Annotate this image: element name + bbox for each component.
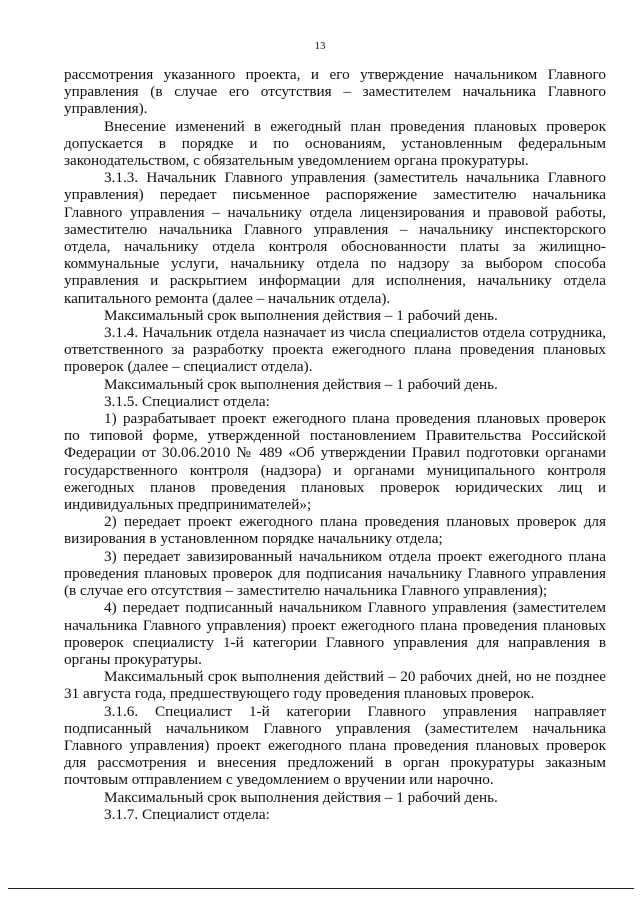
paragraph: Внесение изменений в ежегодный план проведения плановых проверок допускается в порядке и по основаниям, установленным федеральным законодательством, с обязательным уведомлением органа прокуратуры.	[64, 117, 606, 170]
page-number: 13	[314, 40, 326, 52]
paragraph: 3.1.6. Специалист 1-й категории Главного управления направляет подписанный начальником Главного управления (заместителем начальника Главного управления) проект ежегодного плана проведения плановых проверок для рассмотрения и внесения предложений в орган прокуратуры заказным почтовым отправлением с уведомлением о вручении или нарочно.	[64, 702, 606, 789]
paragraph: Максимальный срок выполнения действия – 1 рабочий день.	[104, 306, 498, 324]
paragraph: 3.1.3. Начальник Главного управления (заместитель начальника Главного управления) передает письменное распоряжение заместителю начальника Главного управления – начальнику отдела лицензирования и правовой работы, заместителю начальника Главного управления – начальнику инспекторского отдела, начальнику отдела контроля обоснованности платы за жилищно-коммунальные услуги, начальнику отдела по надзору за выбором способа управления и раскрытием информации для исполнения, начальнику отдела капитального ремонта (далее – начальник отдела).	[64, 169, 606, 307]
paragraph: Максимальный срок выполнения действия – 1 рабочий день.	[104, 375, 498, 393]
paragraph: 3.1.7. Специалист отдела:	[104, 805, 270, 823]
paragraph: 3) передает завизированный начальником отдела проект ежегодного плана проведения плановых проверок для подписания начальнику Главного управления (в случае его отсутствия – заместителю начальника Главного управления);	[64, 547, 606, 600]
paragraph: 2) передает проект ежегодного плана проведения плановых проверок для визирования в установленном порядке начальнику отдела;	[64, 513, 606, 548]
paragraph: Максимальный срок выполнения действия – 1 рабочий день.	[104, 788, 498, 806]
bottom-rule	[8, 888, 634, 889]
paragraph: 3.1.4. Начальник отдела назначает из числа специалистов отдела сотрудника, ответственного за разработку проекта ежегодного плана проведения плановых проверок (далее – специалист отдела).	[64, 324, 606, 376]
paragraph: Максимальный срок выполнения действий – 20 рабочих дней, но не позднее 31 августа года, предшествующего году проведения плановых проверок.	[64, 668, 606, 703]
paragraph: рассмотрения указанного проекта, и его утверждение начальником Главного управления (в случае его отсутствия – заместителем начальника Главного управления).	[64, 66, 606, 118]
paragraph: 3.1.5. Специалист отдела:	[104, 392, 270, 410]
document-body	[64, 66, 606, 823]
paragraph: 4) передает подписанный начальником Главного управления (заместителем начальника Главного управления) проект ежегодного плана проведения плановых проверок специалисту 1-й категории Главного управления для направления в органы прокуратуры.	[64, 599, 606, 668]
paragraph: 1) разрабатывает проект ежегодного плана проведения плановых проверок по типовой форме, утвержденной постановлением Правительства Российской Федерации от 30.06.2010 № 489 «Об утверждении Правил подготовки органами государственного контроля (надзора) и органами муниципального контроля ежегодных планов проведения плановых проверок юридических лиц и индивидуальных предпринимателей»;	[64, 410, 606, 514]
